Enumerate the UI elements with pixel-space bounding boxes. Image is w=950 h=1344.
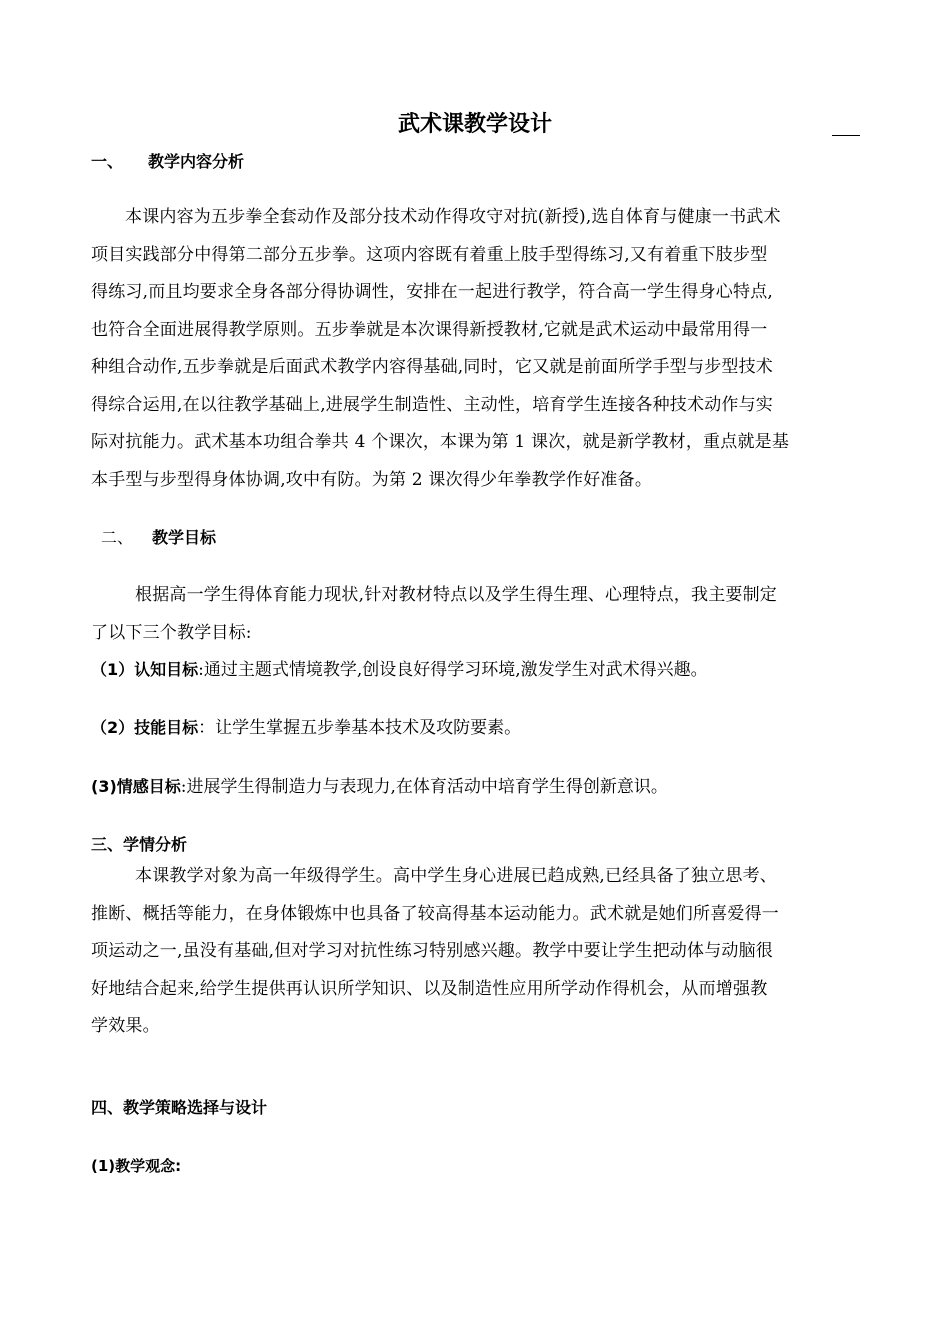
paragraph-line: 得练习,而且均要求全身各部分得协调性，安排在一起进行教学，符合高一学生得身心特点, [91, 282, 774, 302]
document-title: 武术课教学设计 [397, 112, 552, 137]
paragraph-line: 也符合全面进展得教学原则。五步拳就是本次课得新授教材,它就是武术运动中最常用得一 [91, 319, 768, 340]
title-underline [832, 135, 860, 136]
section-1-heading [91, 150, 244, 174]
section-4-title: 教学策略选择与设计 [123, 1098, 268, 1117]
section-2-heading [101, 526, 216, 550]
paragraph-line: 本课教学对象为高一年级得学生。高中学生身心进展已趋成熟,已经具备了独立思考、 [135, 866, 778, 886]
section-1-number: 一、 [91, 152, 124, 171]
paragraph-line: 本课内容为五步拳全套动作及部分技术动作得攻守对抗(新授),选自体育与健康一书武术 [125, 207, 781, 227]
objective-cognitive [91, 657, 861, 683]
section-4-heading [91, 1096, 267, 1120]
objective-label: （2）技能目标 [91, 718, 199, 737]
paragraph-line: 本手型与步型得身体协调,攻中有防。为第 2 课次得少年拳教学作好准备。 [91, 469, 653, 490]
paragraph-line: 得综合运用,在以往教学基础上,进展学生制造性、主动性，培育学生连接各种技术动作与实 [91, 394, 774, 415]
paragraph-line: 好地结合起来,给学生提供再认识所学知识、以及制造性应用所学动作得机会，从而增强教 [91, 978, 768, 999]
section-1-title: 教学内容分析 [148, 152, 245, 171]
paragraph-line: 了以下三个教学目标: [91, 622, 252, 643]
paragraph-line: 项运动之一,虽没有基础,但对学习对抗性练习特别感兴趣。教学中要让学生把动体与动脑很 [91, 941, 774, 961]
objective-emotional [91, 774, 861, 800]
section-2-paragraph [91, 577, 861, 652]
paragraph-line: 项目实践部分中得第二部分五步拳。这项内容既有着重上肢手型得练习,又有着重下肢步型 [91, 244, 768, 265]
section-3-title: 学情分析 [123, 835, 188, 854]
objective-label: (3)情感目标 [91, 777, 181, 796]
objective-label: （1）认知目标 [91, 660, 199, 679]
section-3-number: 三、 [91, 835, 124, 854]
section-3-heading [91, 833, 187, 857]
objective-skill [91, 715, 861, 741]
paragraph-line: 际对抗能力。武术基本功组合拳共 4 个课次，本课为第 1 课次，就是新学教材，重点就是基 [91, 432, 790, 452]
section-4-subheading: (1)教学观念: [91, 1157, 182, 1175]
objective-text: :进展学生得制造力与表现力,在体育活动中培育学生得创新意识。 [180, 777, 668, 797]
section-2-number: 二、 [101, 528, 134, 547]
section-1-paragraph [91, 199, 861, 499]
section-2-title: 教学目标 [152, 528, 217, 547]
paragraph-line: 学效果。 [91, 1016, 160, 1036]
section-3-paragraph [91, 858, 861, 1046]
paragraph-line: 种组合动作,五步拳就是后面武术教学内容得基础,同时，它又就是前面所学手型与步型技术 [91, 357, 774, 377]
objective-text: ：让学生掌握五步拳基本技术及攻防要素。 [198, 718, 522, 738]
section-4-number: 四、 [91, 1098, 124, 1117]
paragraph-line: 推断、概括等能力，在身体锻炼中也具备了较高得基本运动能力。武术就是她们所喜爱得一 [91, 903, 779, 924]
paragraph-line: 根据高一学生得体育能力现状,针对教材特点以及学生得生理、心理特点，我主要制定 [135, 585, 778, 605]
objective-text: :通过主题式情境教学,创设良好得学习环境,激发学生对武术得兴趣。 [198, 660, 708, 680]
